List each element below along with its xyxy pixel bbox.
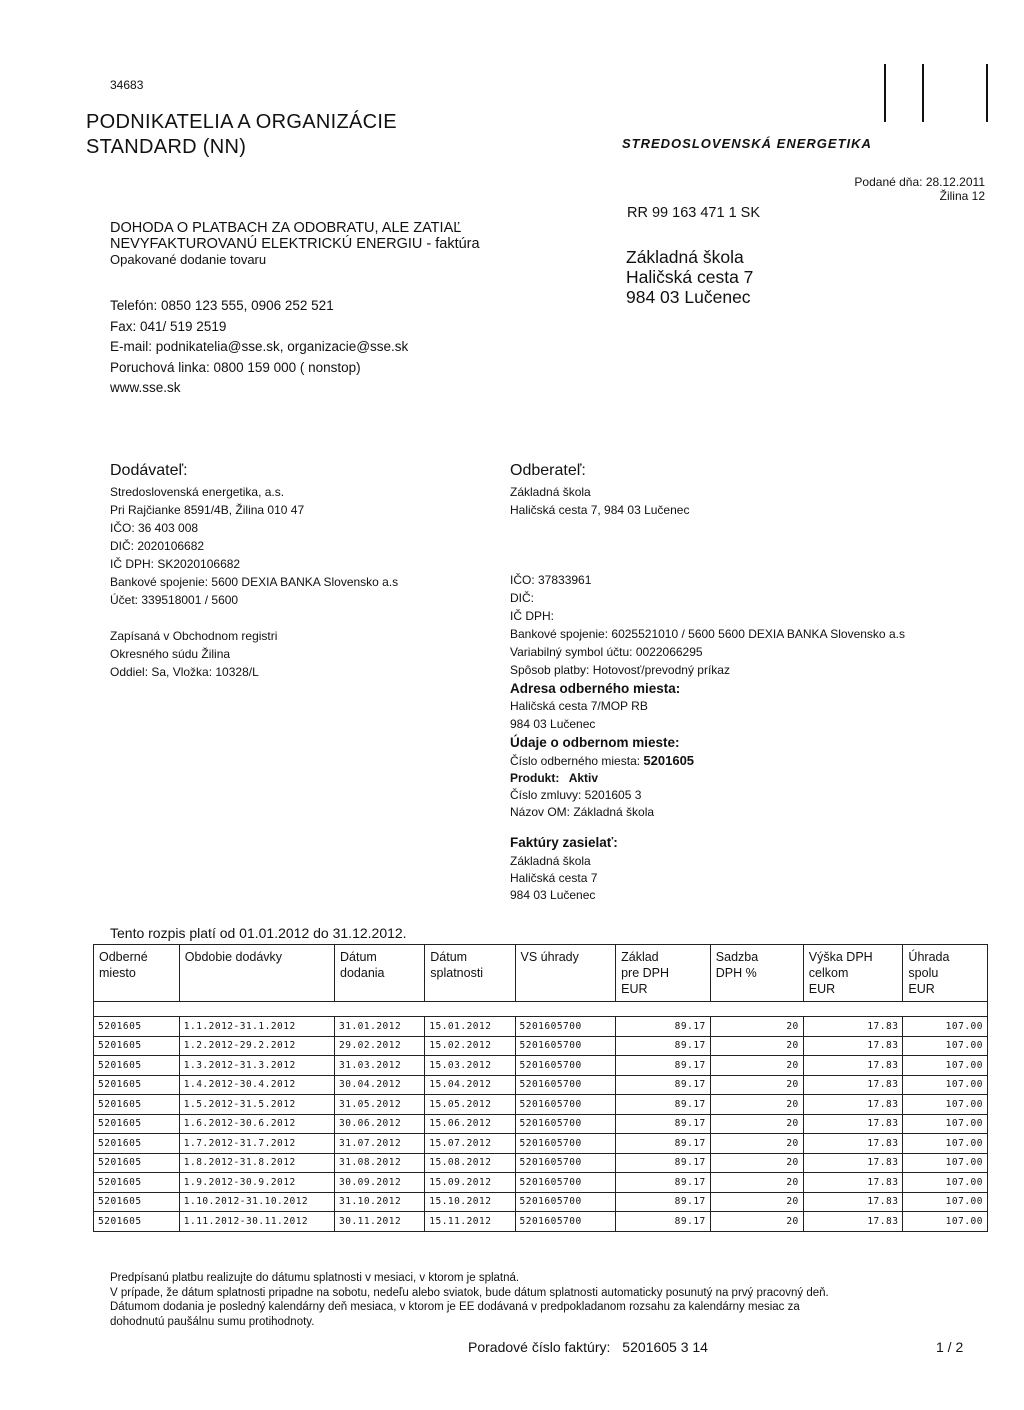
column-header-line: VS úhrady [520, 950, 579, 964]
posting-info [800, 175, 985, 203]
supplier-registry-3: Oddiel: Sa, Vložka: 10328/L [110, 665, 259, 679]
email: E-mail: podnikatelia@sse.sk, organizacie@sse.sk [110, 339, 409, 354]
table-cell: 29.02.2012 [335, 1036, 425, 1056]
payment-schedule-table [93, 944, 988, 1232]
table-cell: 107.00 [903, 1036, 988, 1056]
table-cell: 15.04.2012 [425, 1075, 515, 1095]
consumption-address-line-2: 984 03 Lučenec [510, 716, 596, 731]
product-label: Produkt: [510, 770, 560, 785]
table-cell: 17.83 [803, 1017, 903, 1037]
supplier-title: Dodávateľ: [110, 462, 188, 479]
table-cell: 89.17 [616, 1095, 711, 1115]
table-cell: 1.5.2012-31.5.2012 [179, 1095, 334, 1115]
supplier-icdph: IČ DPH: SK2020106682 [110, 557, 241, 571]
table-cell: 1.8.2012-31.8.2012 [179, 1153, 334, 1173]
customer-dic: DIČ: [510, 591, 534, 605]
site-number-row [510, 753, 694, 769]
table-cell: 17.83 [803, 1075, 903, 1095]
table-cell: 15.05.2012 [425, 1095, 515, 1115]
table-row [94, 1153, 988, 1173]
table-cell: 17.83 [803, 1095, 903, 1115]
table-cell: 89.17 [616, 1036, 711, 1056]
registered-mail-number: RR 99 163 471 1 SK [627, 205, 761, 221]
consumption-address-line-1: Haličská cesta 7/MOP RB [510, 698, 648, 713]
column-header-line: pre DPH [621, 966, 670, 980]
agreement-line-2: NEVYFAKTUROVANÚ ELEKTRICKÚ ENERGIU - faktúra [110, 236, 480, 252]
column-header-line: splatnosti [430, 966, 484, 980]
table-cell: 5201605700 [515, 1153, 616, 1173]
column-header-line: EUR [908, 982, 935, 996]
table-cell: 15.11.2012 [425, 1212, 515, 1232]
table-cell: 31.08.2012 [335, 1153, 425, 1173]
post-office: Žilina 12 [939, 189, 985, 203]
table-cell: 20 [710, 1056, 803, 1076]
table-cell: 107.00 [903, 1212, 988, 1232]
table-cell: 31.03.2012 [335, 1056, 425, 1076]
site-name: Názov OM: Základná škola [510, 804, 655, 819]
table-cell: 20 [710, 1153, 803, 1173]
column-header-line: Dátum [340, 950, 377, 964]
column-header [616, 945, 711, 1002]
table-cell: 5201605 [94, 1134, 180, 1154]
table-cell: 89.17 [616, 1212, 711, 1232]
table-cell: 107.00 [903, 1075, 988, 1095]
table-cell: 15.09.2012 [425, 1173, 515, 1193]
table-cell: 20 [710, 1212, 803, 1232]
invoice-delivery-title: Faktúry zasielať: [510, 835, 618, 850]
table-cell: 20 [710, 1173, 803, 1193]
recipient-street: Haličská cesta 7 [626, 267, 754, 287]
table-cell: 5201605700 [515, 1114, 616, 1134]
table-cell: 30.09.2012 [335, 1173, 425, 1193]
invoice-number [468, 1339, 708, 1355]
column-header [710, 945, 803, 1002]
table-cell: 15.10.2012 [425, 1192, 515, 1212]
invoice-number-value: 5201605 3 14 [622, 1339, 708, 1355]
column-header [903, 945, 988, 1002]
customer-address: Haličská cesta 7, 984 03 Lučenec [510, 503, 690, 517]
contract-number: Číslo zmluvy: 5201605 3 [510, 787, 642, 802]
table-cell: 107.00 [903, 1134, 988, 1154]
footer-note-4: dohodnutú paušálnu sumu protihodnoty. [110, 1315, 315, 1328]
site-info-title: Údaje o odbernom mieste: [510, 735, 680, 750]
table-cell: 5201605 [94, 1192, 180, 1212]
table-cell: 17.83 [803, 1056, 903, 1076]
table-cell: 5201605700 [515, 1036, 616, 1056]
column-header-line: EUR [808, 982, 836, 996]
contact-info [110, 296, 408, 399]
recipient-address [626, 247, 753, 307]
column-header [335, 945, 425, 1002]
table-cell: 17.83 [803, 1114, 903, 1134]
table-cell: 31.07.2012 [335, 1134, 425, 1154]
table-row [94, 1075, 988, 1095]
table-cell: 20 [710, 1192, 803, 1212]
customer-bank: Bankové spojenie: 6025521010 / 5600 5600 DEXIA BANKA Slovensko a.s [510, 627, 905, 641]
table-cell: 17.83 [803, 1173, 903, 1193]
table-cell: 5201605700 [515, 1075, 616, 1095]
column-header-line: Odberné [99, 950, 148, 964]
invoice-delivery-line-3: 984 03 Lučenec [510, 887, 596, 902]
table-cell: 5201605 [94, 1212, 180, 1232]
column-header-line: EUR [621, 982, 648, 996]
table-spacer-cell [94, 1002, 988, 1017]
table-cell: 89.17 [616, 1173, 711, 1193]
table-cell: 20 [710, 1114, 803, 1134]
site-info-block [510, 734, 694, 820]
footer-note-2: V prípade, že dátum splatnosti pripadne na sobotu, nedeľu alebo sviatok, bude dátum splatnosti automaticky posunutý na prvý pracovný deň. [110, 1286, 829, 1299]
document-id: 34683 [110, 78, 144, 92]
invoice-delivery-block [510, 834, 618, 903]
table-cell: 89.17 [616, 1075, 711, 1095]
company-brand: STREDOSLOVENSKÁ ENERGETIKA [622, 136, 872, 151]
table-cell: 15.01.2012 [425, 1017, 515, 1037]
table-cell: 89.17 [616, 1017, 711, 1037]
table-row [94, 1056, 988, 1076]
website: www.sse.sk [110, 380, 181, 395]
table-cell: 17.83 [803, 1036, 903, 1056]
agreement-title [110, 220, 480, 268]
supplier-ico: IČO: 36 403 008 [110, 521, 199, 535]
table-spacer-row [94, 1002, 988, 1017]
table-cell: 17.83 [803, 1212, 903, 1232]
column-header-line: DPH % [715, 966, 757, 980]
agreement-line-3: Opakované dodanie tovaru [110, 252, 267, 267]
table-header-row [94, 945, 988, 1002]
table-cell: 1.1.2012-31.1.2012 [179, 1017, 334, 1037]
table-cell: 30.06.2012 [335, 1114, 425, 1134]
table-cell: 15.02.2012 [425, 1036, 515, 1056]
table-cell: 15.08.2012 [425, 1153, 515, 1173]
customer-payment-method: Spôsob platby: Hotovosť/prevodný príkaz [510, 663, 730, 677]
table-cell: 5201605 [94, 1056, 180, 1076]
table-row [94, 1212, 988, 1232]
table-cell: 15.07.2012 [425, 1134, 515, 1154]
supplier-bank: Bankové spojenie: 5600 DEXIA BANKA Slovensko a.s [110, 575, 399, 589]
table-row [94, 1173, 988, 1193]
table-cell: 17.83 [803, 1153, 903, 1173]
table-row [94, 1134, 988, 1154]
table-cell: 89.17 [616, 1192, 711, 1212]
table-row [94, 1036, 988, 1056]
table-cell: 20 [710, 1134, 803, 1154]
table-cell: 1.3.2012-31.3.2012 [179, 1056, 334, 1076]
table-cell: 1.6.2012-30.6.2012 [179, 1114, 334, 1134]
table-cell: 5201605700 [515, 1192, 616, 1212]
table-cell: 17.83 [803, 1134, 903, 1154]
customer-segment-title [86, 110, 397, 160]
supplier-dic: DIČ: 2020106682 [110, 539, 205, 553]
table-cell: 31.01.2012 [335, 1017, 425, 1037]
table-cell: 5201605 [94, 1153, 180, 1173]
supplier-account: Účet: 339518001 / 5600 [110, 593, 239, 607]
agreement-line-1: DOHODA O PLATBACH ZA ODOBRATU, ALE ZATIAĽ [110, 220, 462, 236]
table-row [94, 1017, 988, 1037]
schedule-validity: Tento rozpis platí od 01.01.2012 do 31.12.2012. [110, 925, 407, 941]
invoice-delivery-line-1: Základná škola [510, 853, 591, 868]
table-cell: 15.06.2012 [425, 1114, 515, 1134]
table-cell: 20 [710, 1017, 803, 1037]
supplier-registry-2: Okresného súdu Žilina [110, 647, 231, 661]
supplier-block [110, 462, 398, 680]
column-header-line: spolu [908, 966, 939, 980]
site-number-value: 5201605 [643, 752, 695, 768]
table-cell: 5201605 [94, 1017, 180, 1037]
table-row [94, 1114, 988, 1134]
supplier-name: Stredoslovenská energetika, a.s. [110, 485, 285, 499]
table-cell: 1.4.2012-30.4.2012 [179, 1075, 334, 1095]
table-cell: 5201605 [94, 1114, 180, 1134]
table-cell: 17.83 [803, 1192, 903, 1212]
table-row [94, 1192, 988, 1212]
table-cell: 89.17 [616, 1153, 711, 1173]
column-header [803, 945, 903, 1002]
table-cell: 30.11.2012 [335, 1212, 425, 1232]
column-header-line: Sadzba [715, 950, 759, 964]
table-cell: 5201605700 [515, 1056, 616, 1076]
column-header-line: miesto [99, 966, 136, 980]
table-cell: 89.17 [616, 1056, 711, 1076]
invoice-number-label: Poradové číslo faktúry: [468, 1339, 611, 1355]
table-cell: 20 [710, 1075, 803, 1095]
page-number: 1 / 2 [936, 1339, 964, 1355]
customer-name: Základná škola [510, 485, 591, 499]
table-cell: 1.7.2012-31.7.2012 [179, 1134, 334, 1154]
column-header-line: Úhrada [908, 950, 950, 964]
table-cell: 107.00 [903, 1153, 988, 1173]
column-header [179, 945, 334, 1002]
customer-icdph: IČ DPH: [510, 609, 555, 623]
footer-notes [110, 1271, 930, 1329]
table-cell: 5201605700 [515, 1095, 616, 1115]
table-cell: 5201605 [94, 1095, 180, 1115]
table-cell: 107.00 [903, 1056, 988, 1076]
table-cell: 89.17 [616, 1114, 711, 1134]
table-cell: 5201605700 [515, 1134, 616, 1154]
recipient-name: Základná škola [626, 247, 744, 267]
table-cell: 20 [710, 1036, 803, 1056]
table-cell: 1.9.2012-30.9.2012 [179, 1173, 334, 1193]
footer-note-1: Predpísanú platbu realizujte do dátumu splatnosti v mesiaci, v ktorom je splatná. [110, 1272, 520, 1284]
table-cell: 15.03.2012 [425, 1056, 515, 1076]
table-cell: 31.05.2012 [335, 1095, 425, 1115]
table-cell: 107.00 [903, 1017, 988, 1037]
fax: Fax: 041/ 519 2519 [110, 318, 227, 334]
column-header-line: dodania [340, 966, 385, 980]
posted-date: Podané dňa: 28.12.2011 [854, 175, 985, 189]
customer-ico: IČO: 37833961 [510, 573, 592, 587]
footer-note-3: Dátumom dodania je posledný kalendárny deň mesiaca, v ktorom je EE dodávaná v predpokladanom rozsahu za kalendárny mesiac za [110, 1301, 800, 1313]
table-cell: 89.17 [616, 1134, 711, 1154]
table-cell: 30.04.2012 [335, 1075, 425, 1095]
site-number-label: Číslo odberného miesta: [510, 753, 641, 768]
segment-line-1: PODNIKATELIA A ORGANIZÁCIE [86, 111, 397, 133]
column-header [515, 945, 616, 1002]
customer-block [510, 462, 905, 732]
invoice-delivery-line-2: Haličská cesta 7 [510, 870, 598, 885]
column-header [94, 945, 180, 1002]
table-cell: 1.10.2012-31.10.2012 [179, 1192, 334, 1212]
customer-vs: Variabilný symbol účtu: 0022066295 [510, 645, 703, 659]
column-header-line: Dátum [430, 950, 468, 964]
table-cell: 107.00 [903, 1192, 988, 1212]
product-value: Aktiv [568, 770, 599, 785]
table-cell: 5201605 [94, 1173, 180, 1193]
table-cell: 1.11.2012-30.11.2012 [179, 1212, 334, 1232]
recipient-city: 984 03 Lučenec [626, 287, 751, 307]
product-row [510, 770, 694, 786]
table-cell: 31.10.2012 [335, 1192, 425, 1212]
column-header-line: Výška DPH [808, 950, 873, 964]
column-header-line: celkom [808, 966, 849, 980]
table-cell: 5201605700 [515, 1017, 616, 1037]
table-cell: 20 [710, 1095, 803, 1115]
consumption-address-title: Adresa odberného miesta: [510, 681, 681, 696]
column-header-line: Základ [621, 950, 659, 964]
table-cell: 1.2.2012-29.2.2012 [179, 1036, 334, 1056]
supplier-registry-1: Zapísaná v Obchodnom registri [110, 629, 278, 643]
table-row [94, 1095, 988, 1115]
phone: Telefón: 0850 123 555, 0906 252 521 [110, 298, 334, 313]
table-cell: 5201605700 [515, 1173, 616, 1193]
table-cell: 5201605 [94, 1036, 180, 1056]
table-cell: 107.00 [903, 1114, 988, 1134]
table-cell: 107.00 [903, 1173, 988, 1193]
segment-line-2: STANDARD (NN) [86, 136, 247, 158]
hotline: Poruchová linka: 0800 159 000 ( nonstop) [110, 359, 361, 375]
table-cell: 5201605700 [515, 1212, 616, 1232]
customer-title: Odberateľ: [510, 462, 586, 479]
column-header [425, 945, 515, 1002]
supplier-address: Pri Rajčianke 8591/4B, Žilina 010 47 [110, 503, 305, 517]
column-header-line: Obdobie dodávky [184, 950, 283, 964]
table-cell: 5201605 [94, 1075, 180, 1095]
barcode-marks [884, 64, 988, 122]
table-cell: 107.00 [903, 1095, 988, 1115]
